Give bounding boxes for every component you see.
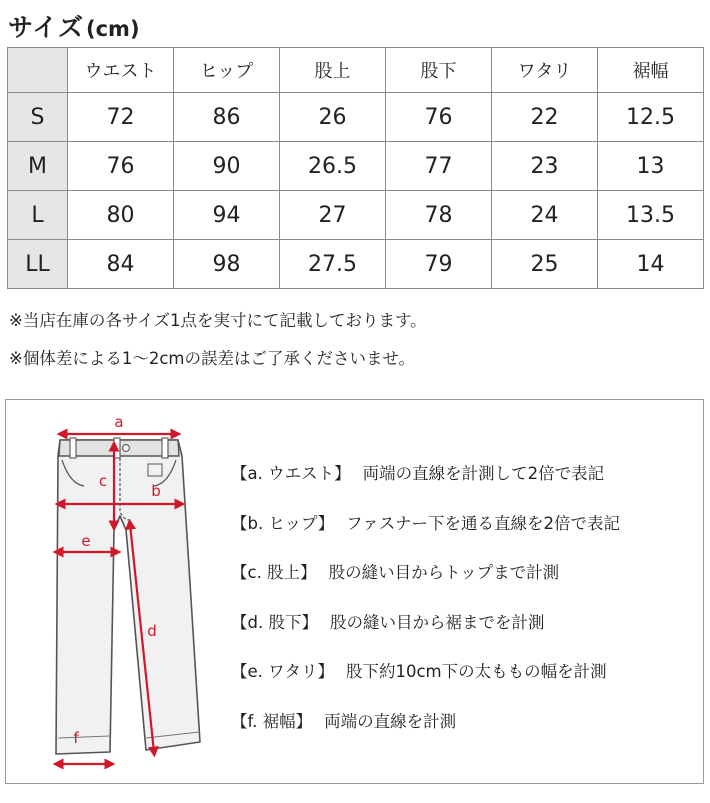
table-cell: 84 xyxy=(68,240,174,289)
legend-item-inseam xyxy=(231,609,691,659)
legend-key: 【c. 股上】 xyxy=(231,563,317,582)
table-cell: 13.5 xyxy=(598,191,704,240)
measurement-legend xyxy=(231,460,691,757)
table-cell: 12.5 xyxy=(598,93,704,142)
pants-outline-icon xyxy=(56,438,200,754)
size-label: L xyxy=(8,191,68,240)
table-cell: 79 xyxy=(386,240,492,289)
table-cell: 72 xyxy=(68,93,174,142)
table-cell: 23 xyxy=(492,142,598,191)
legend-item-hip xyxy=(231,510,691,560)
legend-item-rise xyxy=(231,559,691,609)
size-table xyxy=(7,47,704,289)
size-label: S xyxy=(8,93,68,142)
header-rise: 股上 xyxy=(280,48,386,93)
marker-b: b xyxy=(151,482,161,500)
table-row xyxy=(8,191,704,240)
legend-key: 【e. ワタリ】 xyxy=(231,662,334,681)
legend-item-waist xyxy=(231,460,691,510)
marker-d: d xyxy=(147,622,157,640)
legend-key: 【b. ヒップ】 xyxy=(231,513,335,533)
header-hip: ヒップ xyxy=(174,48,280,93)
table-cell: 76 xyxy=(68,142,174,191)
header-hem: 裾幅 xyxy=(598,48,704,93)
table-cell: 25 xyxy=(492,240,598,289)
size-label: LL xyxy=(8,240,68,289)
marker-e: e xyxy=(81,532,91,550)
marker-a: a xyxy=(114,413,124,431)
legend-text: 両端の直線を計測 xyxy=(324,711,457,731)
table-row xyxy=(8,93,704,142)
table-row xyxy=(8,142,704,191)
title-unit: (cm) xyxy=(86,17,140,41)
header-corner xyxy=(8,48,68,93)
legend-text: 股の縫い目から裾までを計測 xyxy=(329,612,545,632)
legend-key: 【f. 裾幅】 xyxy=(231,711,313,731)
note-tolerance: ※個体差による1〜2cmの誤差はご了承くださいませ。 xyxy=(9,349,415,368)
legend-item-hem xyxy=(231,708,691,758)
legend-item-thigh xyxy=(231,658,691,708)
table-cell: 78 xyxy=(386,191,492,240)
title-main: サイズ xyxy=(8,13,85,42)
legend-key: 【a. ウエスト】 xyxy=(231,464,351,483)
table-row xyxy=(8,240,704,289)
table-cell: 76 xyxy=(386,93,492,142)
table-cell: 27 xyxy=(280,191,386,240)
header-waist: ウエスト xyxy=(68,48,174,93)
table-cell: 86 xyxy=(174,93,280,142)
table-cell: 94 xyxy=(174,191,280,240)
table-cell: 13 xyxy=(598,142,704,191)
header-thigh: ワタリ xyxy=(492,48,598,93)
table-cell: 98 xyxy=(174,240,280,289)
measurement-guide xyxy=(5,399,704,784)
table-cell: 80 xyxy=(68,191,174,240)
legend-key: 【d. 股下】 xyxy=(231,612,318,632)
table-cell: 26 xyxy=(280,93,386,142)
table-cell: 22 xyxy=(492,93,598,142)
table-cell: 26.5 xyxy=(280,142,386,191)
table-header-row xyxy=(8,48,704,93)
legend-text: 両端の直線を計測して2倍で表記 xyxy=(362,464,605,483)
table-cell: 90 xyxy=(174,142,280,191)
table-cell: 27.5 xyxy=(280,240,386,289)
header-inseam: 股下 xyxy=(386,48,492,93)
pants-diagram xyxy=(44,412,204,772)
page-title xyxy=(8,8,140,42)
marker-c: c xyxy=(98,472,108,490)
marker-f: f xyxy=(73,729,79,747)
legend-text: 股の縫い目からトップまで計測 xyxy=(328,563,560,582)
legend-text: 股下約10cm下の太ももの幅を計測 xyxy=(345,662,607,681)
table-cell: 77 xyxy=(386,142,492,191)
size-label: M xyxy=(8,142,68,191)
table-cell: 24 xyxy=(492,191,598,240)
table-cell: 14 xyxy=(598,240,704,289)
note-measurement: ※当店在庫の各サイズ1点を実寸にて記載しております。 xyxy=(9,311,427,330)
legend-text: ファスナー下を通る直線を2倍で表記 xyxy=(346,513,620,533)
